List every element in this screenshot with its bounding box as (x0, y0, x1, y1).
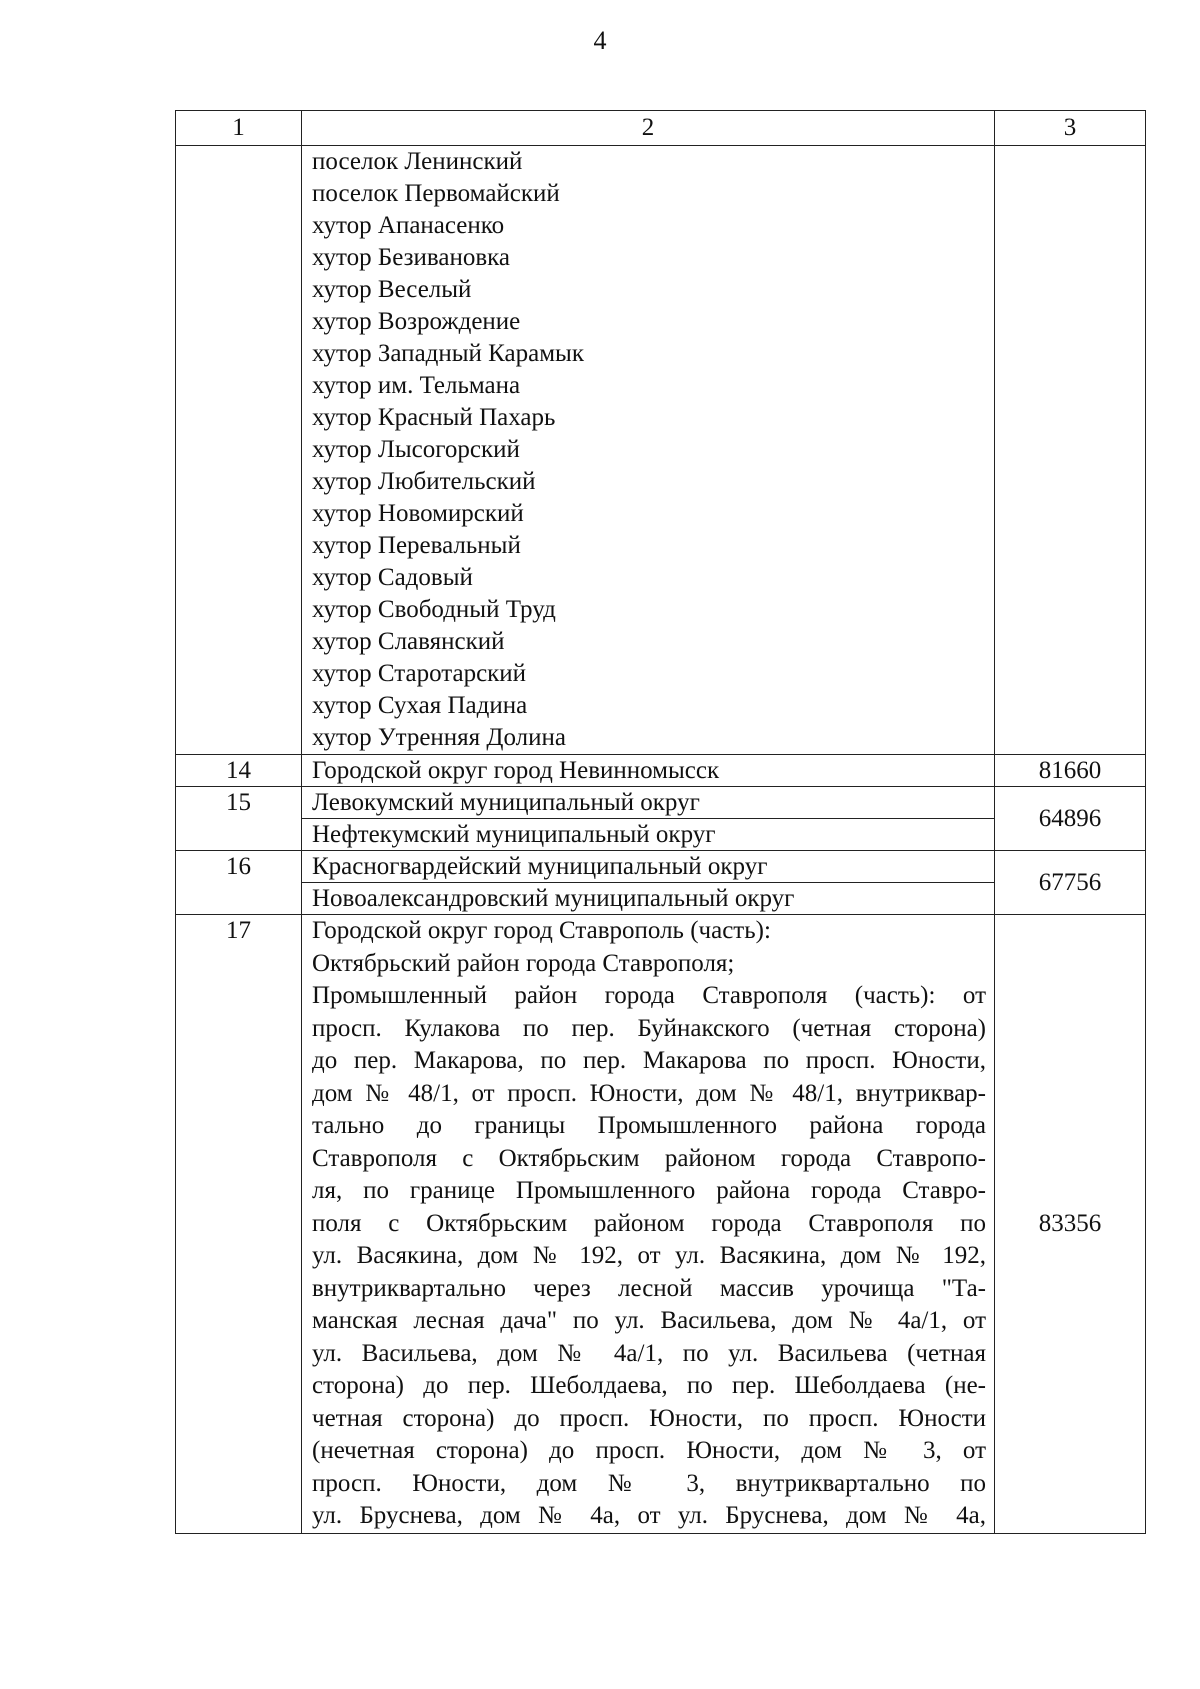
column-header-2: 2 (302, 111, 995, 146)
list-item: хутор Любительский (312, 468, 536, 495)
description-line: внутриквартально через лесной массив урочища "Та- (312, 1274, 986, 1302)
description-line: (нечетная сторона) до просп. Юности, дом № 3, от (312, 1437, 986, 1464)
row-number-cell: 14 (176, 755, 302, 787)
description-line: тально до границы Промышленного района города (312, 1112, 986, 1139)
description-line: Октябрьский район города Ставрополя; (312, 949, 735, 977)
table-header-row (176, 111, 1146, 146)
page-number: 4 (593, 26, 607, 55)
description-line: просп. Кулакова по пер. Буйнакского (четная сторона) (312, 1014, 986, 1042)
list-item: поселок Первомайский (312, 180, 560, 207)
list-item: хутор Сухая Падина (312, 692, 528, 719)
district-name: Левокумский муниципальный округ (312, 789, 700, 816)
description-line: сторона) до пер. Шеболдаева, по пер. Шеболдаева (не- (312, 1372, 986, 1399)
value-cell: 81660 (995, 755, 1146, 787)
description-line: поля с Октябрьским районом города Ставрополя по (312, 1209, 986, 1237)
list-item: хутор Садовый (312, 564, 473, 591)
list-item: хутор Свободный Труд (312, 596, 556, 623)
list-item: хутор Апанасенко (312, 212, 505, 239)
value-cell: 83356 (995, 915, 1146, 1534)
districts-table (175, 110, 1146, 1534)
description-line: Промышленный район города Ставрополя (часть): от (312, 982, 986, 1009)
settlements-cell (302, 146, 995, 755)
value-cell (995, 146, 1146, 755)
list-item: хутор Западный Карамык (312, 340, 584, 367)
row-number-cell: 16 (176, 851, 302, 915)
description-line: ул. Васякина, дом № 192, от ул. Васякина, дом № 192, (312, 1242, 986, 1269)
list-item: хутор Новомирский (312, 500, 524, 527)
description-line: ул. Бруснева, дом № 4а, от ул. Бруснева, дом № 4а, (312, 1502, 986, 1529)
column-header-3: 3 (995, 111, 1146, 146)
list-item: хутор Возрождение (312, 308, 521, 335)
description-line: до пер. Макарова, по пер. Макарова по просп. Юности, (312, 1047, 986, 1074)
description-line: Городской округ город Ставрополь (часть): (312, 917, 771, 944)
district-name-cell (302, 755, 995, 787)
value-cell: 67756 (995, 851, 1146, 915)
table-row-17 (176, 915, 1146, 1534)
row-number-cell (176, 146, 302, 755)
list-item: поселок Ленинский (312, 148, 523, 175)
list-item: хутор им. Тельмана (312, 372, 521, 399)
table-row-16 (176, 851, 1146, 915)
list-item: хутор Лысогорский (312, 436, 520, 463)
list-item: хутор Красный Пахарь (312, 404, 556, 431)
description-line: четная сторона) до просп. Юности, по просп. Юности (312, 1404, 986, 1432)
column-header-1: 1 (176, 111, 302, 146)
district-name: Нефтекумский муниципальный округ (302, 818, 994, 850)
district-name: Красногвардейский муниципальный округ (312, 853, 768, 880)
description-line: ля, по границе Промышленного района города Ставро- (312, 1177, 986, 1204)
list-item: хутор Утренняя Долина (312, 724, 566, 751)
list-item: хутор Славянский (312, 628, 505, 655)
list-item: хутор Старотарский (312, 660, 527, 687)
district-name: Новоалександровский муниципальный округ (302, 882, 994, 914)
district-name-cell (302, 787, 995, 851)
value-cell: 64896 (995, 787, 1146, 851)
description-line: Ставрополя с Октябрьским районом города Ставропо- (312, 1144, 986, 1172)
description-line: дом № 48/1, от просп. Юности, дом № 48/1, внутриквар- (312, 1079, 986, 1107)
list-item: хутор Перевальный (312, 532, 521, 559)
description-line: манская лесная дача" по ул. Васильева, дом № 4а/1, от (312, 1307, 986, 1334)
row-number-cell: 17 (176, 915, 302, 1534)
row-number-cell: 15 (176, 787, 302, 851)
district-description (302, 915, 994, 1533)
district-name: Городской округ город Невинномысск (312, 757, 720, 784)
district-name-cell (302, 851, 995, 915)
list-item: хутор Безивановка (312, 244, 511, 271)
table-row-15 (176, 787, 1146, 851)
description-line: просп. Юности, дом № 3, внутриквартально по (312, 1469, 986, 1497)
table-row-continuation (176, 146, 1146, 755)
list-item: хутор Веселый (312, 276, 472, 303)
description-line: ул. Васильева, дом № 4а/1, по ул. Васильева (четная (312, 1339, 986, 1367)
table-row-14 (176, 755, 1146, 787)
district-description-cell (302, 915, 995, 1534)
